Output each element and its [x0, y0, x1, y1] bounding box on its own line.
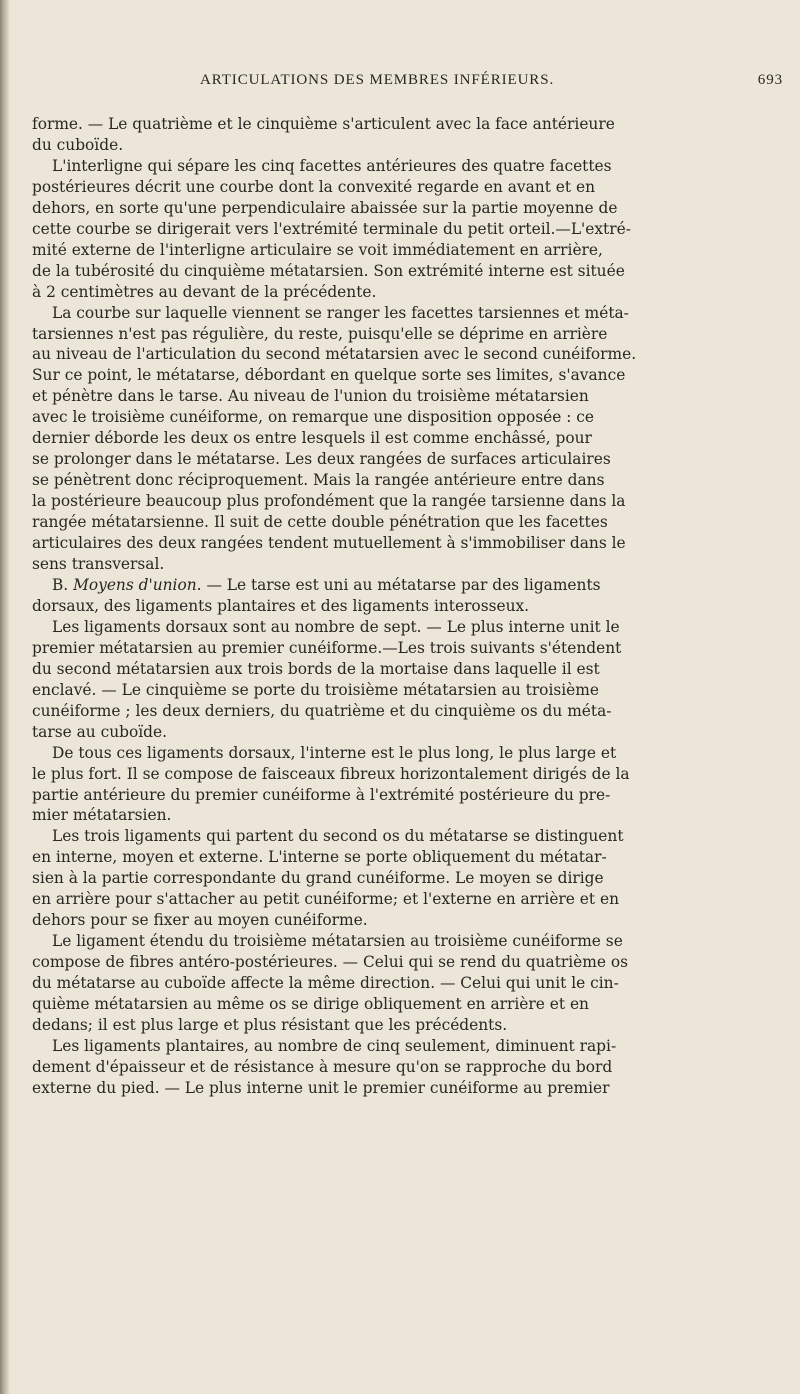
body-text [32, 114, 787, 1099]
paragraph [32, 743, 787, 827]
running-title: ARTICULATIONS DES MEMBRES INFÉRIEURS. [200, 72, 555, 88]
text-line: enclavé. — Le cinquième se porte du troisième métatarsien au troisième [32, 680, 599, 699]
text-line: postérieures décrit une courbe dont la convexité regarde en avant et en [32, 177, 595, 196]
text-line: dehors pour se fixer au moyen cunéiforme. [32, 911, 368, 930]
text-line: en interne, moyen et externe. L'interne se porte obliquement du métatar- [32, 848, 607, 867]
paragraph [32, 114, 787, 156]
text-line: cunéiforme ; les deux derniers, du quatrième et du cinquième os du méta- [32, 701, 612, 720]
text-line: sien à la partie correspondante du grand cunéiforme. Le moyen se dirige [32, 869, 604, 888]
paragraph [32, 826, 787, 931]
section-heading: Moyens d'union. [73, 575, 202, 594]
text-line: dehors, en sorte qu'une perpendiculaire abaissée sur la partie moyenne de [32, 198, 618, 217]
text-line: L'interligne qui sépare les cinq facettes antérieures des quatre facettes [52, 156, 612, 175]
text-line: dorsaux, des ligaments plantaires et des ligaments interosseux. [32, 596, 530, 615]
text-line: rangée métatarsienne. Il suit de cette double pénétration que les facettes [32, 513, 608, 532]
text-line: le plus fort. Il se compose de faisceaux fibreux horizontalement dirigés de la [32, 764, 630, 783]
book-binding-edge [0, 0, 10, 1394]
text-line: mité externe de l'interligne articulaire se voit immédiatement en arrière, [32, 240, 603, 259]
text-line: de la tubérosité du cinquième métatarsien. Son extrémité interne est située [32, 261, 625, 280]
text-line: mier métatarsien. [32, 806, 172, 825]
running-header [32, 70, 787, 94]
page-number: 693 [757, 72, 783, 88]
text-run: — Le tarse est uni au métatarse par des ligaments [201, 575, 601, 594]
text-line: De tous ces ligaments dorsaux, l'interne est le plus long, le plus large et [52, 743, 617, 762]
text-line: du cuboïde. [32, 135, 124, 154]
text-line: sens transversal. [32, 555, 165, 574]
section-label: B. [52, 575, 74, 594]
text-line: du métatarse au cuboïde affecte la même direction. — Celui qui unit le cin- [32, 974, 619, 993]
text-line: La courbe sur laquelle viennent se ranger les facettes tarsiennes et méta- [52, 303, 629, 322]
paragraph [32, 617, 787, 743]
text-line: du second métatarsien aux trois bords de la mortaise dans laquelle il est [32, 659, 600, 678]
paragraph [32, 1036, 787, 1099]
text-line [32, 575, 787, 596]
text-line: forme. — Le quatrième et le cinquième s'articulent avec la face antérieure [32, 115, 615, 133]
text-line: cette courbe se dirigerait vers l'extrémité terminale du petit orteil.—L'extré- [32, 219, 631, 238]
book-page [32, 70, 787, 1099]
paragraph [32, 156, 787, 303]
text-line: dernier déborde les deux os entre lesquels il est comme enchâssé, pour [32, 429, 592, 448]
text-line: tarsiennes n'est pas régulière, du reste, puisqu'elle se déprime en arrière [32, 324, 608, 343]
text-line: externe du pied. — Le plus interne unit le premier cunéiforme au premier [32, 1078, 610, 1097]
text-line: Le ligament étendu du troisième métatarsien au troisième cunéiforme se [52, 932, 623, 951]
text-line: avec le troisième cunéiforme, on remarque une disposition opposée : ce [32, 408, 595, 427]
text-line: à 2 centimètres au devant de la précédente. [32, 282, 377, 301]
text-line: au niveau de l'articulation du second métatarsien avec le second cunéiforme. [32, 345, 637, 364]
paragraph [32, 575, 787, 617]
text-line: la postérieure beaucoup plus profondément que la rangée tarsienne dans la [32, 492, 626, 511]
text-line: partie antérieure du premier cunéiforme à l'extrémité postérieure du pre- [32, 785, 611, 804]
text-line: quième métatarsien au même os se dirige obliquement en arrière et en [32, 995, 589, 1014]
text-line: compose de fibres antéro-postérieures. — Celui qui se rend du quatrième os [32, 953, 629, 972]
text-line: Sur ce point, le métatarse, débordant en quelque sorte ses limites, s'avance [32, 366, 626, 385]
text-line: Les ligaments plantaires, au nombre de cinq seulement, diminuent rapi- [52, 1036, 617, 1055]
text-line: et pénètre dans le tarse. Au niveau de l'union du troisième métatarsien [32, 387, 589, 406]
text-line: articulaires des deux rangées tendent mutuellement à s'immobiliser dans le [32, 534, 626, 553]
text-line: dement d'épaisseur et de résistance à mesure qu'on se rapproche du bord [32, 1057, 613, 1076]
paragraph [32, 303, 787, 575]
text-line: se prolonger dans le métatarse. Les deux rangées de surfaces articulaires [32, 450, 611, 469]
text-line: premier métatarsien au premier cunéiforme.—Les trois suivants s'étendent [32, 638, 622, 657]
text-line: tarse au cuboïde. [32, 722, 168, 741]
text-line: se pénètrent donc réciproquement. Mais la rangée antérieure entre dans [32, 471, 605, 490]
paragraph [32, 931, 787, 1036]
text-line: dedans; il est plus large et plus résistant que les précédents. [32, 1015, 508, 1034]
text-line: Les ligaments dorsaux sont au nombre de sept. — Le plus interne unit le [52, 617, 620, 636]
text-line: Les trois ligaments qui partent du second os du métatarse se distinguent [52, 827, 624, 846]
text-line: en arrière pour s'attacher au petit cunéiforme; et l'externe en arrière et en [32, 890, 619, 909]
